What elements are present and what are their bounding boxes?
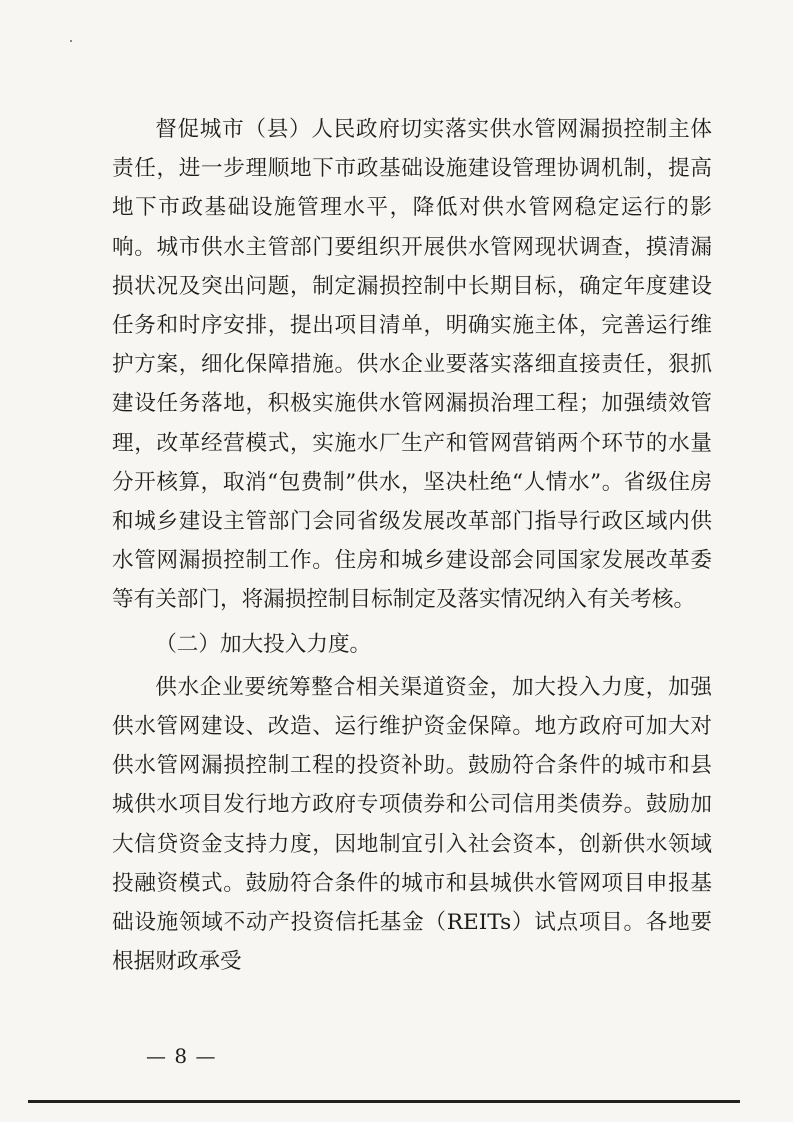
bottom-edge-line [28,1100,740,1103]
page-number: — 8 — [146,1044,217,1068]
scan-speck [70,40,72,42]
body-text [112,110,712,981]
paragraph-investment: 供水企业要统筹整合相关渠道资金，加大投入力度，加强供水管网建设、改造、运行维护资金保障。地方政府可加大对供水管网漏损控制工程的投资补助。鼓励符合条件的城市和县城供水项目发行地方政府专项债券和公司信用类债券。鼓励加大信贷资金支持力度，因地制宜引入社会资本，创新供水领域投融资模式。鼓励符合条件的城市和县城供水管网项目申报基础设施领域不动产投资信托基金（REITs）试点项目。各地要根据财政承受 [112,674,712,975]
paragraph-responsibility: 督促城市（县）人民政府切实落实供水管网漏损控制主体责任，进一步理顺地下市政基础设施建设管理协调机制，提高地下市政基础设施管理水平，降低对供水管网稳定运行的影响。城市供水主管部门要组织开展供水管网现状调查，摸清漏损状况及突出问题，制定漏损控制中长期目标，确定年度建设任务和时序安排，提出项目清单，明确实施主体，完善运行维护方案，细化保障措施。供水企业要落实落细直接责任，狠抓建设任务落地，积极实施供水管网漏损治理工程；加强绩效管理，改革经营模式，实施水厂生产和管网营销两个环节的水量分开核算，取消“包费制”供水，坚决杜绝“人情水”。省级住房和城乡建设主管部门会同省级发展改革部门指导行政区域内供水管网漏损控制工作。住房和城乡建设部会同国家发展改革委等有关部门，将漏损控制目标制定及落实情况纳入有关考核。 [112,117,712,613]
section-heading: （二）加大投入力度。 [155,631,372,657]
